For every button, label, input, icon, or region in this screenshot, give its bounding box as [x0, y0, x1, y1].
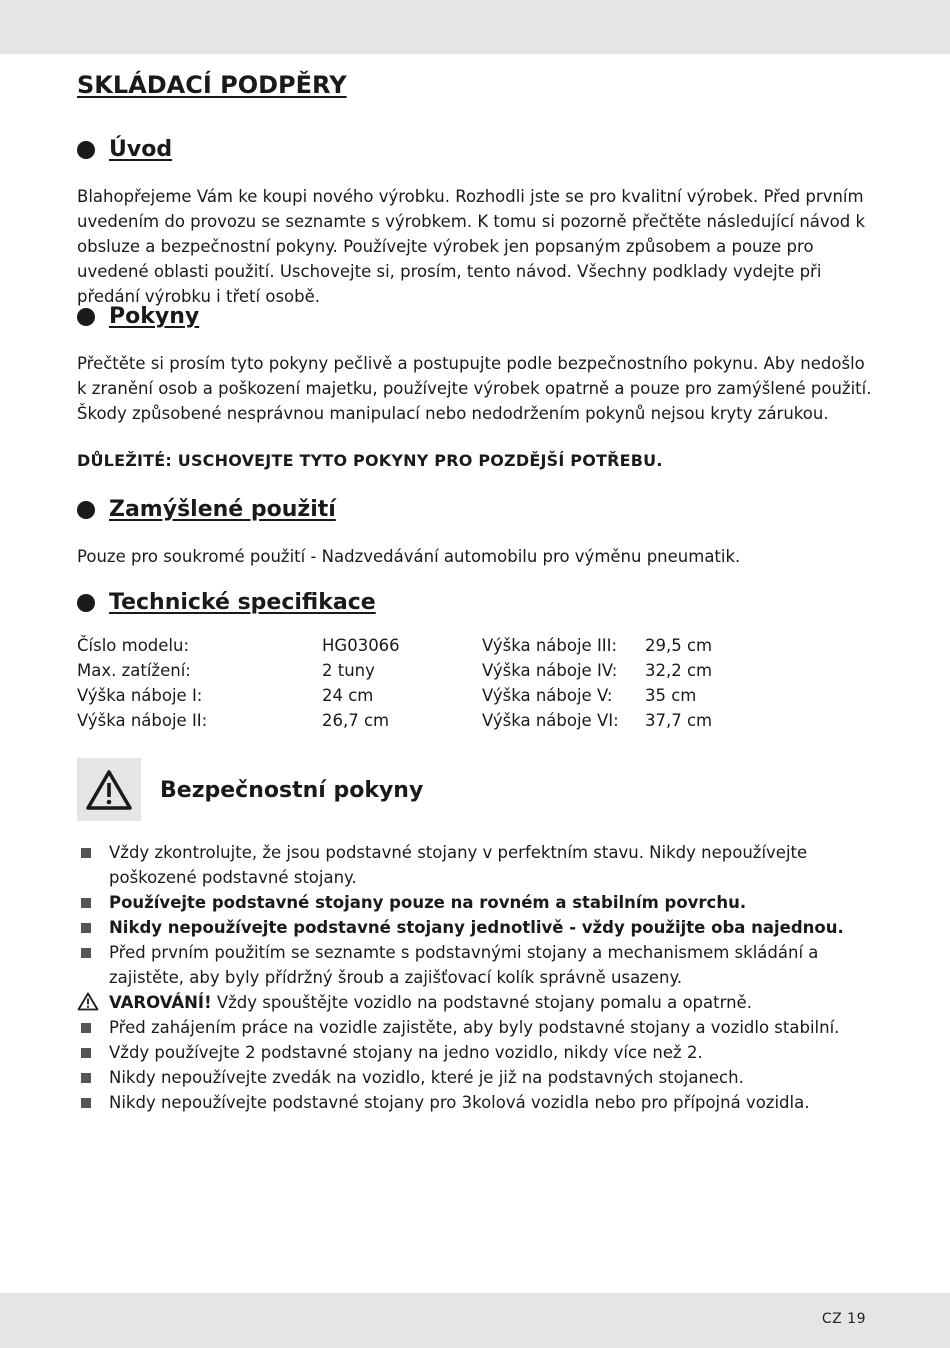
spec-value: 26,7 cm [322, 711, 390, 730]
list-item [77, 915, 887, 940]
bullet-icon [77, 594, 95, 612]
spec-label: Max. zatížení: [77, 661, 191, 680]
section-title: Zamýšlené použití [109, 497, 336, 522]
list-item [77, 1015, 887, 1040]
list-item-warning [77, 990, 887, 1015]
item-text: Vždy používejte 2 podstavné stojany na jedno vozidlo, nikdy více než 2. [109, 1043, 703, 1062]
page-title: SKLÁDACÍ PODPĚRY [77, 71, 347, 99]
item-text: Vždy zkontrolujte, že jsou podstavné stojany v perfektním stavu. Nikdy nepoužívejte poškozené podstavné stojany. [109, 843, 808, 887]
bottom-band [0, 1293, 950, 1348]
list-item [77, 840, 887, 890]
square-bullet-icon [81, 898, 91, 908]
square-bullet-icon [81, 1023, 91, 1033]
item-text: Před zahájením práce na vozidle zajistěte, aby byly podstavné stojany a vozidlo stabilní. [109, 1018, 840, 1037]
spec-value: 32,2 cm [645, 661, 713, 680]
section-title: Pokyny [109, 304, 200, 329]
spec-label: Výška náboje IV: [482, 661, 618, 680]
spec-value: 35 cm [645, 686, 697, 705]
spec-label: Výška náboje III: [482, 636, 618, 655]
spec-value: HG03066 [322, 636, 400, 655]
item-text: Před prvním použitím se seznamte s podstavnými stojany a mechanismem skládání a zajistěte, aby byly přídržný šroub a zajišťovací kolík správně usazeny. [109, 943, 819, 987]
spec-row [77, 686, 712, 711]
square-bullet-icon [81, 923, 91, 933]
warning-triangle-icon [85, 769, 133, 811]
spec-row [77, 661, 712, 686]
item-text: Nikdy nepoužívejte podstavné stojany pro 3kolová vozidla nebo pro přípojná vozidla. [109, 1093, 810, 1112]
page-number: CZ 19 [821, 1311, 866, 1327]
spec-label: Výška náboje VI: [482, 711, 619, 730]
section-heading-intended-use [77, 497, 336, 522]
warning-triangle-icon [77, 992, 99, 1011]
safety-list [77, 840, 887, 1115]
section-heading-intro [77, 137, 172, 162]
list-item [77, 940, 887, 990]
bullet-icon [77, 308, 95, 326]
important-notice: DŮLEŽITÉ: USCHOVEJTE TYTO POKYNY PRO POZDĚJŠÍ POTŘEBU. [77, 451, 663, 470]
spec-row [77, 711, 712, 736]
spec-label: Výška náboje I: [77, 686, 203, 705]
square-bullet-icon [81, 1073, 91, 1083]
list-item [77, 890, 887, 915]
item-text: Nikdy nepoužívejte zvedák na vozidlo, které je již na podstavných stojanech. [109, 1068, 744, 1087]
square-bullet-icon [81, 848, 91, 858]
spec-value: 29,5 cm [645, 636, 713, 655]
list-item [77, 1090, 887, 1115]
item-bold: Nikdy nepoužívejte podstavné stojany jednotlivě - vždy použijte oba najednou. [109, 918, 844, 937]
spec-value: 37,7 cm [645, 711, 713, 730]
spec-table [77, 636, 712, 736]
warning-icon-box [77, 758, 141, 821]
square-bullet-icon [81, 1098, 91, 1108]
spec-value: 24 cm [322, 686, 374, 705]
square-bullet-icon [81, 948, 91, 958]
spec-label: Výška náboje V: [482, 686, 613, 705]
bullet-icon [77, 501, 95, 519]
item-bold: Používejte podstavné stojany pouze na rovném a stabilním povrchu. [109, 893, 747, 912]
spec-row [77, 636, 712, 661]
section-heading-specs [77, 590, 376, 615]
section-title: Úvod [109, 137, 173, 162]
spec-value: 2 tuny [322, 661, 375, 680]
square-bullet-icon [81, 1048, 91, 1058]
section-heading-instructions [77, 304, 199, 329]
list-item [77, 1065, 887, 1090]
item-text: Vždy spouštějte vozidlo na podstavné stojany pomalu a opatrně. [211, 993, 752, 1012]
item-bold: VAROVÁNÍ! [109, 993, 212, 1012]
spec-label: Číslo modelu: [77, 636, 190, 655]
instructions-paragraph: Přečtěte si prosím tyto pokyny pečlivě a postupujte podle bezpečnostního pokynu. Aby nedošlo k zranění osob a poškození majetku, používejte výrobek opatrně a pouze pro zamýšlené použití. Škody způsobené nesprávnou manipulací nebo nedodržením pokynů nejsou kryty zárukou. [77, 354, 872, 423]
spec-label: Výška náboje II: [77, 711, 208, 730]
section-title: Technické specifikace [109, 590, 376, 615]
top-band [0, 0, 950, 54]
bullet-icon [77, 141, 95, 159]
safety-title: Bezpečnostní pokyny [160, 778, 424, 803]
intro-paragraph: Blahopřejeme Vám ke koupi nového výrobku. Rozhodli jste se pro kvalitní výrobek. Před prvním uvedením do provozu se seznamte s výrobkem. K tomu si pozorně přečtěte následující návod k obsluze a bezpečnostní pokyny. Používejte výrobek jen popsaným způsobem a pouze pro uvedené oblasti použití. Uschovejte si, prosím, tento návod. Všechny podklady vydejte při předání výrobku i třetí osobě. [77, 187, 866, 306]
list-item [77, 1040, 887, 1065]
intended-use-paragraph: Pouze pro soukromé použití - Nadzvedávání automobilu pro výměnu pneumatik. [77, 547, 741, 566]
